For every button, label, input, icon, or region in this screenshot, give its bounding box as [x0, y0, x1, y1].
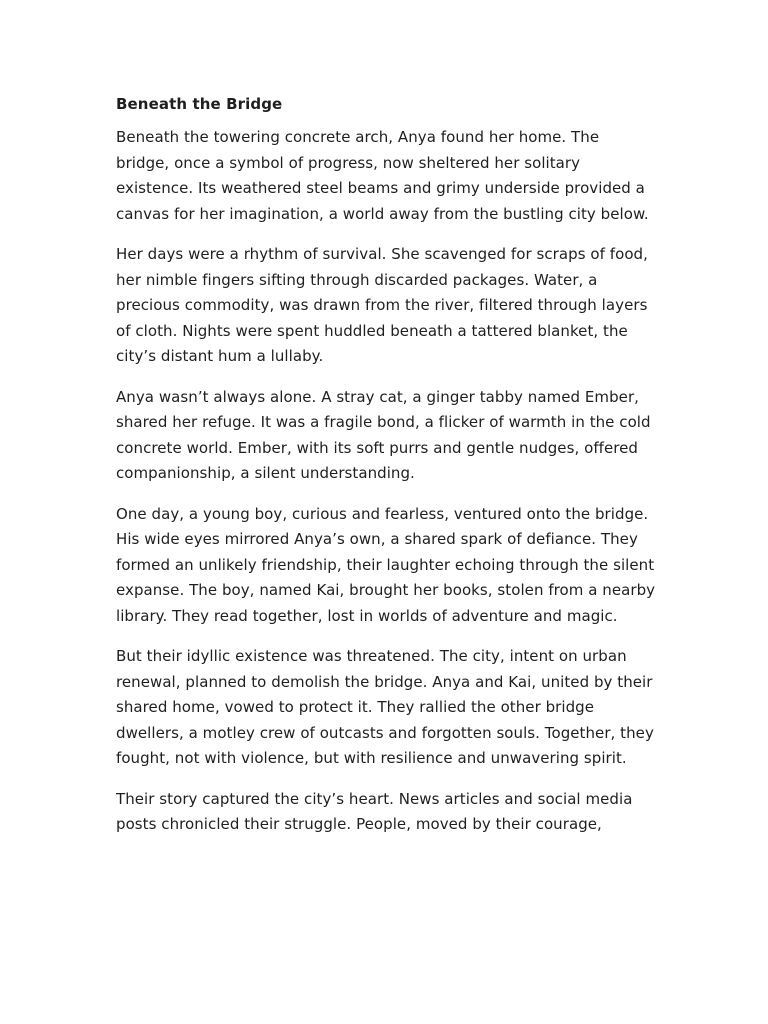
paragraph-1: Beneath the towering concrete arch, Anya found her home. The bridge, once a symbol of progress, now sheltered her solitary existence. Its weathered steel beams and grimy underside provided a canvas for her imagination, a world away from the bustling city below. — [116, 128, 649, 223]
paragraph-3: Anya wasn’t always alone. A stray cat, a ginger tabby named Ember, shared her refuge. It was a fragile bond, a flicker of warmth in the cold concrete world. Ember, with its soft purrs and gentle nudges, offered companionship, a silent understanding. — [116, 387, 651, 482]
document-title: Beneath the Bridge — [116, 95, 283, 113]
paragraph-2: Her days were a rhythm of survival. She scavenged for scraps of food, her nimble fingers sifting through discarded packages. Water, a precious commodity, was drawn from the river, filtered through layers of cloth. Nights were spent huddled beneath a tattered blanket, the city’s distant hum a lullaby. — [116, 245, 648, 365]
paragraph-5: But their idyllic existence was threatened. The city, intent on urban renewal, planned to demolish the bridge. Anya and Kai, united by their shared home, vowed to protect it. They rallied the other bridge dwellers, a motley crew of outcasts and forgotten souls. Together, they fought, not with violence, but with resilience and unwavering spirit. — [116, 647, 654, 767]
document-page — [116, 92, 656, 853]
paragraph-4: One day, a young boy, curious and fearless, ventured onto the bridge. His wide eyes mirrored Anya’s own, a shared spark of defiance. They formed an unlikely friendship, their laughter echoing through the silent expanse. The boy, named Kai, brought her books, stolen from a nearby library. They read together, lost in worlds of adventure and magic. — [116, 504, 656, 625]
paragraph-6: Their story captured the city’s heart. News articles and social media posts chronicled their struggle. People, moved by their courage, — [116, 789, 633, 833]
